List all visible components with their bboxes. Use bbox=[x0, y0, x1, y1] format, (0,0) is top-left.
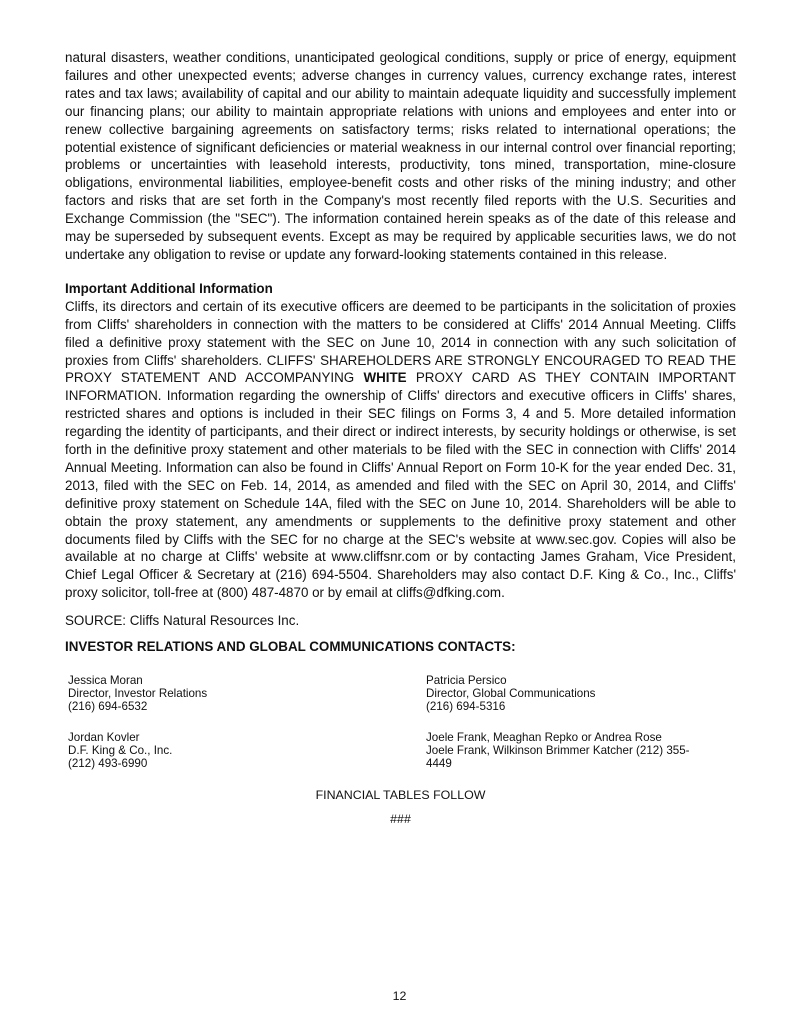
contact-card bbox=[68, 674, 426, 714]
contact-name: Joele Frank, Meaghan Repko or Andrea Rose bbox=[426, 730, 662, 744]
contact-card bbox=[426, 731, 726, 771]
contacts-grid bbox=[65, 674, 736, 770]
page-number: 12 bbox=[392, 989, 407, 1003]
important-info-text-2: PROXY CARD AS THEY CONTAIN IMPORTANT INFORMATION. Information regarding the ownership of Cliffs' directors and executive officers in Cliffs' shares, restricted shares and options is included in their SEC filings on Forms 3, 4 and 5. More detailed information regarding the identity of participants, and their direct or indirect interests, by security holdings or otherwise, is set forth in the definitive proxy statement and other materials to be filed with the SEC in connection with Cliffs' 2014 Annual Meeting. Information can also be found in Cliffs' Annual Report on Form 10-K for the year ended Dec. 31, 2013, filed with the SEC on Feb. 14, 2014, as amended and filed with the SEC on April 30, 2014, and Cliffs' definitive proxy statement on Schedule 14A, filed with the SEC on June 10, 2014. Shareholders will be able to obtain the proxy statement, any amendments or supplements to the definitive proxy statement and other documents filed by Cliffs with the SEC for no charge at the SEC's website at www.sec.gov. Copies will also be available at no charge at Cliffs' website at www.cliffsnr.com or by contacting James Graham, Vice President, Chief Legal Officer & Secretary at (216) 694-5504. Shareholders may also contact D.F. King & Co., Inc., Cliffs' proxy solicitor, toll-free at (800) 487-4870 or by email at cliffs@dfking.com. bbox=[65, 370, 736, 601]
contact-card bbox=[426, 674, 726, 714]
forward-looking-paragraph: natural disasters, weather conditions, unanticipated geological conditions, supply or price of energy, equipment failures and other unexpected events; adverse changes in currency values, currency exchange rates, interest rates and tax laws; availability of capital and our ability to maintain adequate liquidity and successfully implement our financing plans; our ability to maintain appropriate relations with unions and employees and enter into or renew collective bargaining agreements on satisfactory terms; risks related to international operations; the potential existence of significant deficiencies or material weakness in our internal control over financial reporting; problems or uncertainties with leasehold interests, productivity, tons mined, transportation, mine-closure obligations, environmental liabilities, employee-benefit costs and other risks of the mining industry; and other factors and risks that are set forth in the Company's most recently filed reports with the U.S. Securities and Exchange Commission (the "SEC"). The information contained herein speaks as of the date of this release and may be superseded by subsequent events. Except as may be required by applicable securities laws, we do not undertake any obligation to revise or update any forward-looking statements contained in this release. bbox=[65, 50, 736, 262]
contact-phone: (212) 493-6990 bbox=[68, 757, 148, 771]
contact-name: Jordan Kovler bbox=[68, 730, 140, 744]
document-body bbox=[65, 49, 736, 827]
financial-tables-follow: FINANCIAL TABLES FOLLOW bbox=[315, 788, 486, 803]
important-info-heading: Important Additional Information bbox=[65, 280, 273, 296]
source-line: SOURCE: Cliffs Natural Resources Inc. bbox=[65, 613, 300, 629]
contact-title: Director, Global Communications bbox=[426, 687, 596, 701]
important-info-text-1: Cliffs, its directors and certain of its executive officers are deemed to be participants in the solicitation of proxies from Cliffs' shareholders in connection with the matters to be considered at Cliffs' 2014 Annual Meeting. Cliffs filed a definitive proxy statement with the SEC on June 10, 2014 in connection with any such solicitation of proxies from Cliffs' shareholders. CLIFFS' SHAREHOLDERS ARE STRONGLY ENCOURAGED TO READ THE PROXY STATEMENT AND ACCOMPANYING bbox=[65, 298, 736, 386]
contact-name: Patricia Persico bbox=[426, 674, 507, 687]
contact-title: Director, Investor Relations bbox=[68, 687, 208, 701]
contact-phone: (216) 694-5316 bbox=[426, 700, 506, 714]
white-emphasis: WHITE bbox=[363, 370, 407, 386]
contact-title: Joele Frank, Wilkinson Brimmer Katcher (212) 355- bbox=[426, 743, 690, 757]
contact-title: D.F. King & Co., Inc. bbox=[68, 743, 173, 757]
contact-phone: (216) 694-6532 bbox=[68, 700, 148, 714]
contacts-heading: INVESTOR RELATIONS AND GLOBAL COMMUNICATIONS CONTACTS: bbox=[65, 639, 516, 655]
contact-phone: 4449 bbox=[426, 757, 452, 771]
end-marker: ### bbox=[390, 812, 411, 827]
contact-card bbox=[68, 731, 426, 771]
contact-name: Jessica Moran bbox=[68, 674, 143, 687]
important-info-paragraph bbox=[65, 298, 736, 602]
